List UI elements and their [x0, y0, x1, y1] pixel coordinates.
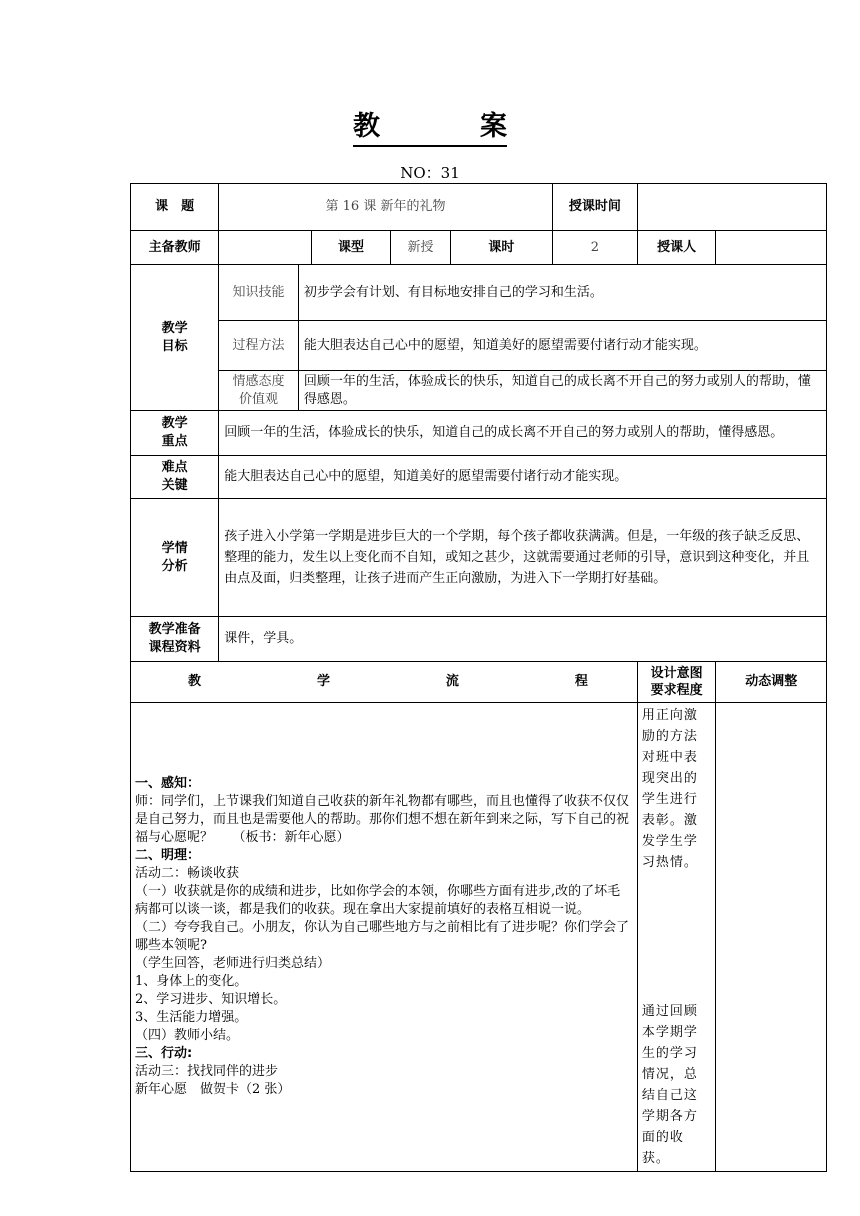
process-line: 一、感知： — [135, 776, 201, 791]
type-value: 新授 — [391, 231, 451, 265]
row-difficulty — [131, 456, 827, 499]
process-line: （四）教师小结。 — [135, 1028, 240, 1043]
lesson-number: NO：31 — [400, 164, 460, 182]
title-char-1: 教 — [353, 111, 380, 142]
design-note: 通过回顾本学期学生的学习情况，总结自己这学期各方面的收获。 — [641, 1004, 698, 1166]
adjust-label: 动态调整 — [716, 662, 827, 703]
topic-value: 第 16 课 新年的礼物 — [219, 184, 553, 231]
key-points-text: 回顾一年的生活，体验成长的快乐，知道自己的成长离不开自己的努力或别人的帮助，懂得感恩。 — [219, 411, 827, 456]
type-label: 课型 — [311, 231, 391, 265]
time-label: 授课时间 — [552, 184, 637, 231]
analysis-text: 孩子进入小学第一学期是进步巨大的一个学期，每个孩子都收获满满。但是，一年级的孩子缺乏反思、整理的能力，发生以上变化而不自知，或知之甚少，这就需要通过老师的引导，意识到这种变化，并且由点及面，归类整理，让孩子进而产生正向激励，为进入下一学期打好基础。 — [219, 499, 827, 617]
goal-process-text: 能大胆表达自己心中的愿望，知道美好的愿望需要付诸行动才能实现。 — [298, 321, 826, 371]
row-teacher — [131, 231, 827, 265]
hours-value: 2 — [552, 231, 637, 265]
difficulty-label: 难点 关键 — [131, 456, 219, 499]
goal-emotion-text: 回顾一年的生活，体验成长的快乐，知道自己的成长离不开自己的努力或别人的帮助，懂得感恩。 — [298, 371, 826, 411]
key-points-label: 教学 重点 — [131, 411, 219, 456]
row-flow-header — [131, 662, 827, 703]
goals-label: 教学 目标 — [131, 265, 219, 411]
process-line: 2、学习进步、知识增长。 — [135, 992, 287, 1007]
process-line: 二、明理： — [135, 848, 201, 863]
row-analysis — [131, 499, 827, 617]
design-content — [637, 703, 716, 1172]
process-line: 活动二：畅谈收获 — [135, 866, 240, 881]
row-prep — [131, 617, 827, 662]
process-line: （一）收获就是你的成绩和进步，比如你学会的本领，你哪些方面有进步,改的了坏毛病都可以谈一谈，都是我们的收获。现在拿出大家提前填好的表格互相说一说。 — [135, 884, 621, 917]
flow-char-2: 学 — [316, 674, 330, 689]
time-value — [637, 184, 826, 231]
goal-knowledge-text: 初步学会有计划、有目标地安排自己的学习和生活。 — [298, 265, 826, 321]
adjust-content — [716, 703, 827, 1172]
process-line: 新年心愿 做贺卡（2 张） — [135, 1082, 291, 1097]
flow-char-3: 流 — [445, 674, 459, 689]
prep-label: 教学准备 课程资料 — [131, 617, 219, 662]
title-underline — [353, 104, 507, 147]
difficulty-text: 能大胆表达自己心中的愿望，知道美好的愿望需要付诸行动才能实现。 — [219, 456, 827, 499]
row-goal-knowledge — [131, 265, 827, 321]
row-goal-process — [131, 321, 827, 371]
row-key-points — [131, 411, 827, 456]
lesson-plan-table — [130, 183, 827, 1172]
flow-char-4: 程 — [574, 674, 588, 689]
teacher-label: 主备教师 — [131, 231, 219, 265]
topic-label: 课 题 — [131, 184, 219, 231]
process-line: 3、生活能力增强。 — [135, 1010, 248, 1025]
lecturer-label: 授课人 — [637, 231, 716, 265]
process-line: 师：同学们，上节课我们知道自己收获的新年礼物都有哪些，而且也懂得了收获不仅仅是自己努力，而且也是需要他人的帮助。那你们想不想在新年到来之际，写下自己的祝福与心愿呢？ （板书：新年心愿） — [135, 794, 630, 845]
process-content — [131, 703, 638, 1172]
teacher-value — [219, 231, 311, 265]
process-line: （二）夸夸我自己。小朋友，你认为自己哪些地方与之前相比有了进步呢？你们学会了哪些本领呢? — [135, 920, 630, 953]
process-line: 活动三：找找同伴的进步 — [135, 1064, 279, 1079]
flow-char-1: 教 — [188, 674, 202, 689]
design-note: 用正向激励的方法对班中表现突出的学生进行表彰。激发学生学习热情。 — [641, 708, 698, 870]
design-label: 设计意图 要求程度 — [637, 662, 716, 703]
title-char-2: 案 — [480, 111, 507, 142]
row-flow-body — [131, 703, 827, 1172]
lecturer-value — [716, 231, 827, 265]
hours-label: 课时 — [450, 231, 552, 265]
row-topic — [131, 184, 827, 231]
process-line: 三、行动: — [135, 1046, 193, 1061]
process-line: （学生回答，老师进行归类总结） — [135, 956, 331, 971]
prep-text: 课件，学具。 — [219, 617, 827, 662]
analysis-label: 学情 分析 — [131, 499, 219, 617]
document-title — [0, 104, 860, 147]
goal-process-label: 过程方法 — [219, 321, 299, 371]
goal-emotion-label: 情感态度 价值观 — [219, 371, 299, 411]
goal-knowledge-label: 知识技能 — [219, 265, 299, 321]
process-line: 1、身体上的变化。 — [135, 974, 248, 989]
row-goal-emotion — [131, 371, 827, 411]
flow-title — [131, 662, 638, 703]
